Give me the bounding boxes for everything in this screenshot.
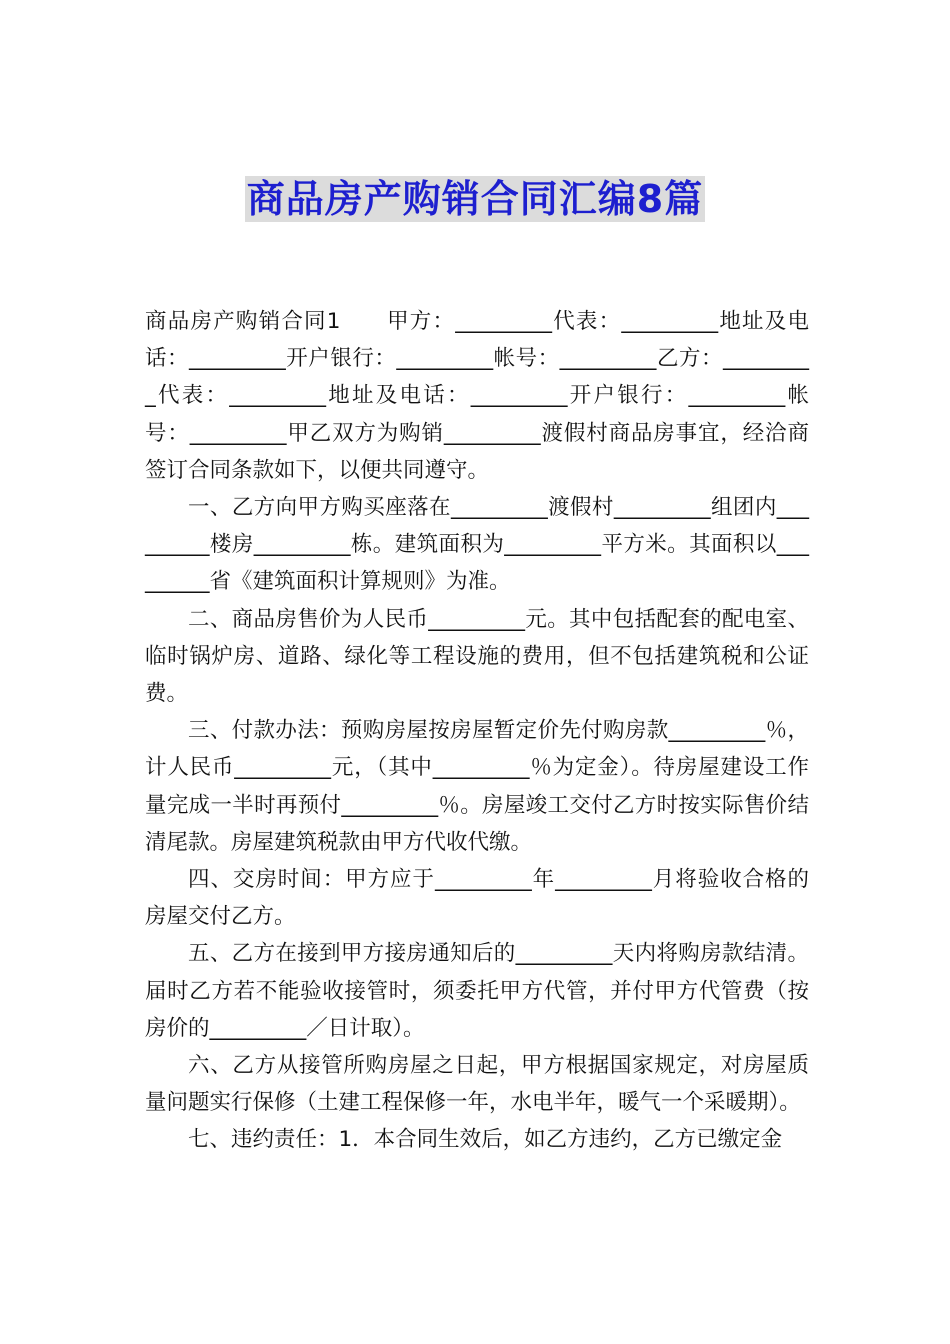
document-title: 商品房产购销合同汇编8篇 — [246, 177, 704, 221]
title-container — [0, 176, 950, 222]
contract-intro-paragraph: 商品房产购销合同1 甲方：_________代表：_________地址及电话：_________开户银行：_________帐号：_________乙方：_________代表：_________地址及电话：_________开户银行：_________帐号：_________甲乙双方为购销_________渡假村商品房事宜，经洽商签订合同条款如下，以便共同遵守。 — [145, 309, 809, 483]
clause-6-paragraph: 六、乙方从接管所购房屋之日起，甲方根据国家规定，对房屋质量问题实行保修（土建工程保修一年，水电半年，暖气一个采暖期）。 — [145, 1053, 809, 1116]
document-body — [145, 303, 809, 1159]
clause-7-paragraph: 七、违约责任：1．本合同生效后，如乙方违约，乙方已缴定金 — [188, 1127, 783, 1153]
clause-3-paragraph: 三、付款办法：预购房屋按房屋暂定价先付购房款_________％，计人民币_________元，（其中_________％为定金）。待房屋建设工作量完成一半时再预付_________％。房屋竣工交付乙方时按实际售价结清尾款。房屋建筑税款由甲方代收代缴。 — [145, 718, 809, 855]
clause-4-paragraph: 四、交房时间：甲方应于_________年_________月将验收合格的房屋交付乙方。 — [145, 867, 809, 930]
clause-5-paragraph: 五、乙方在接到甲方接房通知后的_________天内将购房款结清。届时乙方若不能验收接管时，须委托甲方代管，并付甲方代管费（按房价的_________／日计取）。 — [145, 941, 809, 1041]
clause-2-paragraph: 二、商品房售价为人民币_________元。其中包括配套的配电室、临时锅炉房、道路、绿化等工程设施的费用，但不包括建筑税和公证费。 — [145, 606, 809, 707]
clause-1-paragraph: 一、乙方向甲方购买座落在_________渡假村_________组团内_________楼房_________栋。建筑面积为_________平方米。其面积以_________省《建筑面积计算规则》为准。 — [145, 495, 809, 595]
